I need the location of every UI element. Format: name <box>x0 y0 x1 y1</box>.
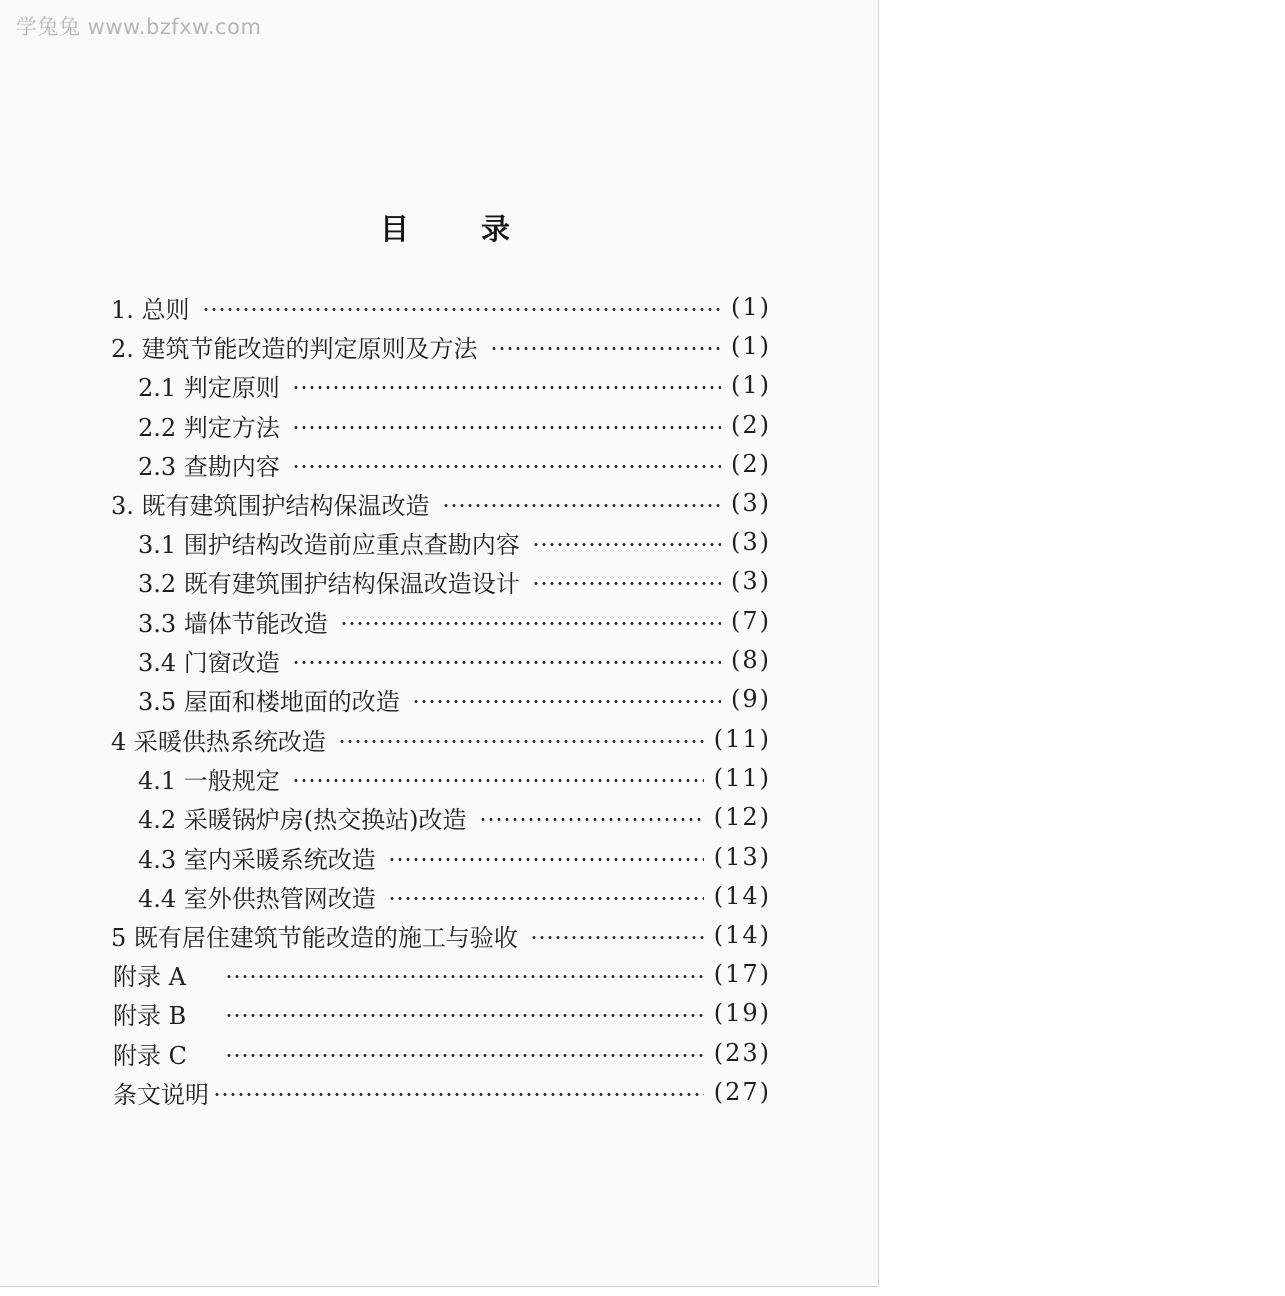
dot-leader <box>292 465 721 468</box>
dot-leader <box>532 543 721 546</box>
toc-entry-title: 2.3 查勘内容 <box>138 452 280 481</box>
toc-entry <box>138 840 771 874</box>
dot-leader <box>479 818 704 821</box>
toc-entry-page: (2) <box>731 411 771 439</box>
dot-leader <box>292 661 721 664</box>
toc-entry-page: (27) <box>713 1078 771 1106</box>
dot-leader <box>490 347 721 350</box>
toc-entry-title: 3.3 墙体节能改造 <box>138 609 328 638</box>
toc-entry-page: (11) <box>713 764 771 792</box>
toc-entry-title: 5 既有居住建筑节能改造的施工与验收 <box>111 923 518 952</box>
watermark: 学兔兔 www.bzfxw.com <box>16 15 262 39</box>
toc-entry <box>111 918 771 952</box>
toc-entry-page: (11) <box>713 725 771 753</box>
toc-entry <box>138 525 771 559</box>
toc-entry-title: 4.1 一般规定 <box>138 766 280 795</box>
dot-leader <box>225 975 704 978</box>
dot-leader <box>338 740 704 743</box>
toc-entry-title: 2.2 判定方法 <box>138 413 280 442</box>
toc-entry-title: 3. 既有建筑围护结构保温改造 <box>111 491 430 520</box>
toc-entry <box>113 1075 771 1109</box>
toc-entry-page: (8) <box>731 646 771 674</box>
toc-entry-page: (3) <box>731 528 771 556</box>
dot-leader <box>442 504 721 507</box>
dot-leader <box>388 897 704 900</box>
toc-entry <box>138 408 771 442</box>
toc-entry-page: (2) <box>731 450 771 478</box>
toc-entry-page: (3) <box>731 567 771 595</box>
dot-leader <box>532 582 721 585</box>
toc-entry <box>138 643 771 677</box>
toc-entry-title: 条文说明 <box>113 1080 209 1109</box>
toc-entry <box>138 564 771 598</box>
toc-entry-page: (23) <box>713 1039 771 1067</box>
toc-entry-title: 附录 C <box>113 1041 187 1070</box>
toc-entry-title: 4.2 采暖锅炉房(热交换站)改造 <box>138 805 467 834</box>
dot-leader <box>213 1093 704 1096</box>
toc-entry-title: 3.2 既有建筑围护结构保温改造设计 <box>138 569 520 598</box>
toc-entry-page: (3) <box>731 489 771 517</box>
toc-entry-title: 4.3 室内采暖系统改造 <box>138 845 376 874</box>
toc-entry <box>138 447 771 481</box>
toc-entry-page: (7) <box>731 607 771 635</box>
toc-entry <box>138 368 771 402</box>
toc-entry-title: 4 采暖供热系统改造 <box>111 727 326 756</box>
toc-entry-page: (19) <box>713 999 771 1027</box>
toc-entry-title: 附录 B <box>113 1001 187 1030</box>
toc-entry <box>138 604 771 638</box>
toc-entry-page: (12) <box>713 803 771 831</box>
toc-entry <box>138 800 771 834</box>
dot-leader <box>292 386 721 389</box>
toc-entry-page: (13) <box>713 843 771 871</box>
toc-entry-title: 2. 建筑节能改造的判定原则及方法 <box>111 334 478 363</box>
toc-entry-title: 3.4 门窗改造 <box>138 648 280 677</box>
toc-entry-page: (9) <box>731 685 771 713</box>
toc-entry-title: 3.1 围护结构改造前应重点查勘内容 <box>138 530 520 559</box>
toc-entry <box>113 957 771 991</box>
dot-leader <box>202 308 721 311</box>
toc-entry <box>113 996 771 1030</box>
dot-leader <box>340 622 721 625</box>
toc-entry <box>138 879 771 913</box>
toc-entry-page: (14) <box>713 921 771 949</box>
dot-leader <box>292 426 721 429</box>
page-title-char: 录 <box>480 211 510 246</box>
toc-entry-page: (1) <box>731 371 771 399</box>
toc-entry <box>138 761 771 795</box>
toc-entry <box>111 329 771 363</box>
toc-entry-title: 1. 总则 <box>111 295 190 324</box>
dot-leader <box>388 858 704 861</box>
toc-entry <box>111 290 771 324</box>
toc-entry-page: (1) <box>731 332 771 360</box>
dot-leader <box>225 1054 704 1057</box>
toc-entry <box>138 682 771 716</box>
toc-entry <box>111 486 771 520</box>
dot-leader <box>530 936 704 939</box>
toc-entry-title: 4.4 室外供热管网改造 <box>138 884 376 913</box>
dot-leader <box>225 1014 704 1017</box>
toc-entry-page: (1) <box>731 293 771 321</box>
toc-entry-title: 2.1 判定原则 <box>138 373 280 402</box>
toc-entry-title: 3.5 屋面和楼地面的改造 <box>138 687 400 716</box>
page-title-char: 目 <box>380 211 410 246</box>
toc-entry <box>111 722 771 756</box>
toc-entry <box>113 1036 771 1070</box>
dot-leader <box>292 779 704 782</box>
toc-entry-page: (14) <box>713 882 771 910</box>
toc-entry-page: (17) <box>713 960 771 988</box>
toc-entry-title: 附录 A <box>113 962 186 991</box>
dot-leader <box>412 700 721 703</box>
